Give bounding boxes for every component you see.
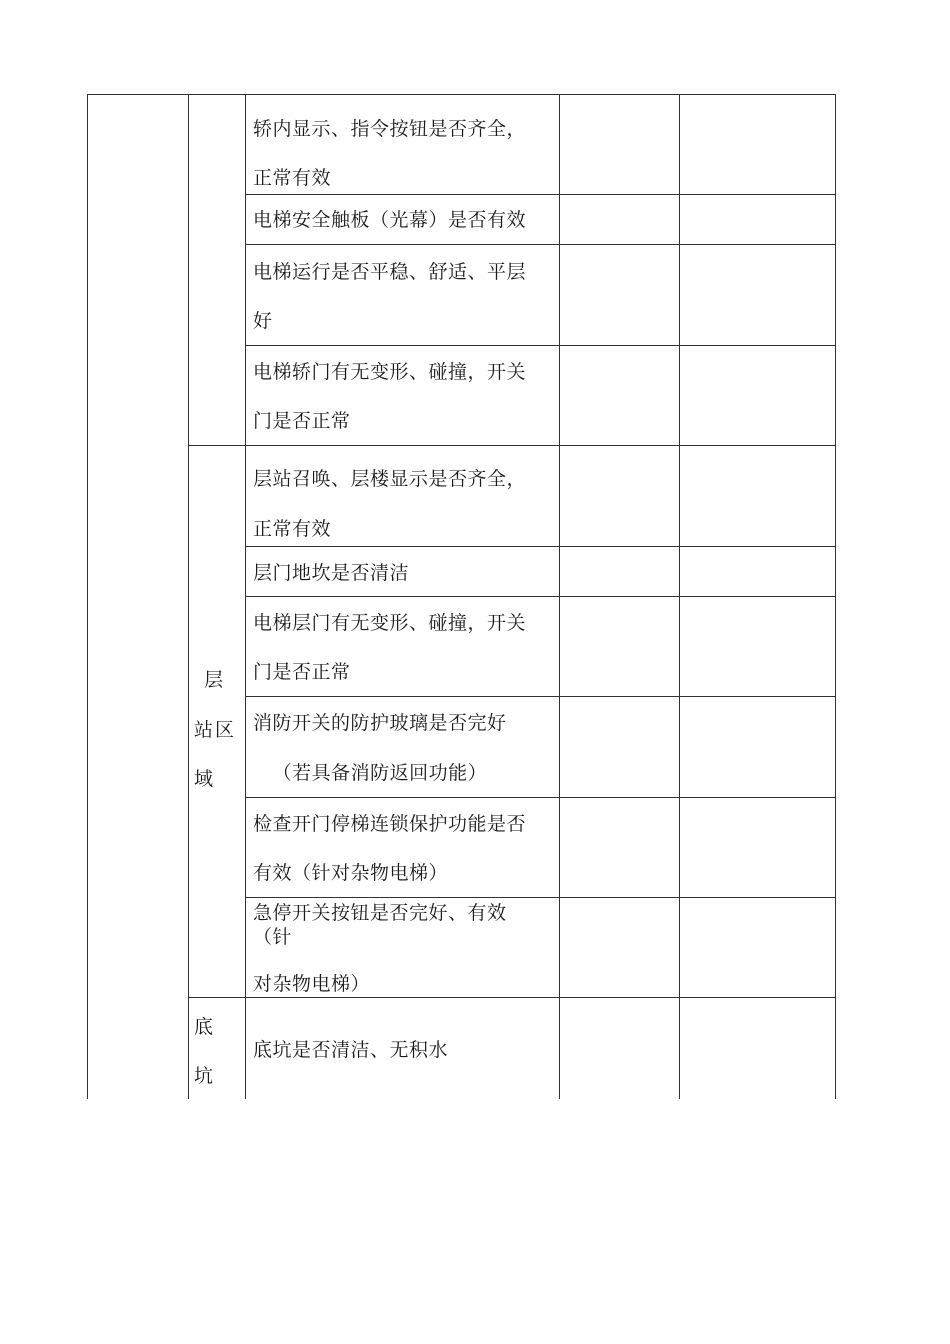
row-divider: [245, 345, 836, 346]
check-item-line: 电梯轿门有无变形、碰撞，开关: [253, 361, 527, 383]
check-item-line: 电梯安全触板（光幕）是否有效: [253, 209, 527, 231]
section-divider: [188, 997, 836, 998]
row-divider: [245, 596, 836, 597]
check-item-line: 好: [253, 310, 273, 332]
area-label-line: 层: [204, 669, 226, 691]
check-item-line: 底坑是否清洁、无积水: [253, 1039, 449, 1061]
check-item-line: 轿内显示、指令按钮是否齐全，: [253, 118, 527, 140]
check-item-line: 急停开关按钮是否完好、有效: [253, 902, 507, 924]
check-item-line: 正常有效: [253, 518, 332, 540]
row-divider: [245, 696, 836, 697]
check-item-line: 对杂物电梯）: [253, 973, 371, 995]
row-divider: [245, 194, 836, 195]
area-label-line: 域: [194, 768, 216, 790]
table-border-top: [87, 94, 836, 95]
area-label-line: 站区: [194, 719, 237, 741]
row-divider: [245, 244, 836, 245]
check-item-line: 电梯层门有无变形、碰撞，开关: [253, 612, 527, 634]
check-item-line: 层门地坎是否清洁: [253, 562, 410, 584]
area-label-line: 底: [194, 1016, 216, 1038]
check-item-line: （若具备消防返回功能）: [253, 762, 488, 784]
check-item-line: 电梯运行是否平稳、舒适、平层: [253, 261, 527, 283]
row-divider: [245, 797, 836, 798]
section-divider: [188, 445, 836, 446]
check-item-line: 门是否正常: [253, 661, 351, 683]
check-item-line: 消防开关的防护玻璃是否完好: [253, 712, 507, 734]
row-divider: [245, 546, 836, 547]
area-label-line: 坑: [194, 1065, 216, 1087]
check-item-line: 检查开门停梯连锁保护功能是否: [253, 813, 527, 835]
check-item-line: 层站召唤、层楼显示是否齐全，: [253, 468, 527, 490]
column-divider-area: [188, 94, 189, 1099]
row-divider: [245, 897, 836, 898]
check-item-line: 有效（针对杂物电梯）: [253, 862, 449, 884]
table-border-left: [87, 94, 88, 1099]
check-item-line: 正常有效: [253, 167, 332, 189]
check-item-line: 门是否正常: [253, 410, 351, 432]
check-item-line: （针: [253, 926, 293, 948]
